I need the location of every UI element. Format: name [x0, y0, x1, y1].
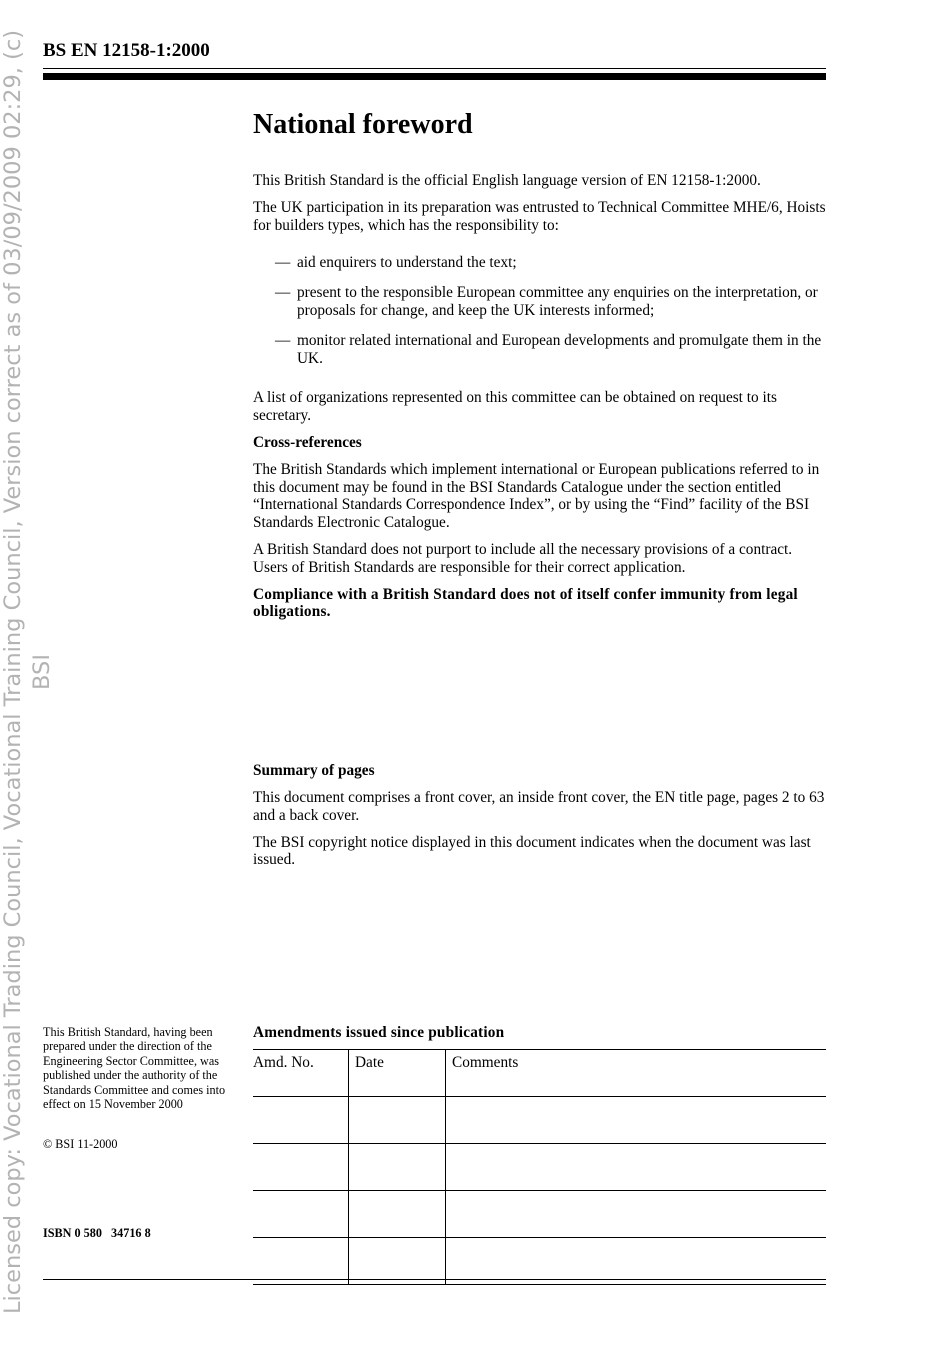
amendments-heading: Amendments issued since publication [253, 1024, 505, 1041]
paragraph-copyright-notice: The BSI copyright notice displayed in this document indicates when the document was last issued. [253, 833, 811, 869]
dash-marker: — [275, 254, 291, 272]
table-cell [349, 1191, 446, 1238]
page-title: National foreword [253, 109, 473, 140]
list-item [275, 332, 827, 367]
table-row [253, 1097, 826, 1144]
paragraph-document-comprises: This document comprises a front cover, an inside front cover, the EN title page, pages 2 to 63 and a back cover. [253, 789, 825, 824]
watermark-text: Licensed copy: Vocational Trading Council, Vocational Training Council, Version correct as of 03/09/2009 02:29, (c) BSI [0, 29, 55, 1315]
dash-marker: — [275, 284, 291, 302]
table-cell [446, 1238, 827, 1285]
list-item-text: aid enquirers to understand the text; [297, 254, 517, 272]
table-row [253, 1144, 826, 1191]
table-cell [253, 1144, 349, 1191]
table-cell [446, 1097, 827, 1144]
cross-references-heading: Cross-references [253, 433, 362, 451]
table-header-row [253, 1050, 826, 1097]
column-header-amd-no: Amd. No. [253, 1050, 349, 1097]
list-item-text: monitor related international and European developments and promulgate them in the UK. [297, 332, 822, 367]
responsibility-list [275, 254, 827, 367]
list-item [275, 284, 827, 319]
amendments-section [253, 1024, 826, 1285]
isbn-line: ISBN 0 580 34716 8 [43, 1226, 151, 1240]
paragraph-contract-provisions: A British Standard does not purport to include all the necessary provisions of a contract. Users of British Standards are responsible for their correct application. [253, 540, 793, 576]
list-item [275, 254, 827, 272]
paragraph-uk-participation: The UK participation in its preparation was entrusted to Technical Committee MHE/6, Hoists for builders types, which has the responsibility to: [253, 199, 826, 234]
table-cell [253, 1097, 349, 1144]
prepared-statement: This British Standard, having been prepared under the direction of the Engineering Sector Committee, was published under the authority of the Standards Committee and comes into effect on 15 November 2000 [43, 1025, 226, 1112]
table-cell [253, 1191, 349, 1238]
national-foreword-section [253, 108, 827, 630]
table-row [253, 1191, 826, 1238]
list-item-text: present to the responsible European committee any enquiries on the interpretation, or proposals for change, and keep the UK interests informed; [297, 284, 818, 319]
table-cell [446, 1144, 827, 1191]
table-cell [253, 1238, 349, 1285]
paragraph-cross-references: The British Standards which implement international or European publications referred to in this document may be found in the BSI Standards Catalogue under the section entitled “International Standards Correspondence Index”, or by using the “Find” facility of the BSI Standards Electronic Catalogue. [253, 461, 820, 531]
table-cell [446, 1191, 827, 1238]
table-cell [349, 1097, 446, 1144]
amendments-table [253, 1049, 826, 1285]
document-id: BS EN 12158-1:2000 [43, 40, 210, 61]
publication-sidebar [43, 1025, 238, 1240]
summary-heading: Summary of pages [253, 762, 375, 779]
paragraph-committee-list: A list of organizations represented on this committee can be obtained on request to its secretary. [253, 389, 777, 424]
summary-section [253, 762, 827, 878]
header-rule-thick [43, 73, 826, 80]
footer-rule [43, 1279, 826, 1280]
compliance-notice: Compliance with a British Standard does not of itself confer immunity from legal obligations. [253, 585, 798, 621]
column-header-comments: Comments [446, 1050, 827, 1097]
table-cell [349, 1238, 446, 1285]
dash-marker: — [275, 332, 291, 350]
paragraph-official-version: This British Standard is the official English language version of EN 12158-1:2000. [253, 172, 761, 189]
header-rule-thin [43, 68, 826, 69]
copyright-line: © BSI 11-2000 [43, 1137, 118, 1152]
table-cell [349, 1144, 446, 1191]
table-row [253, 1238, 826, 1285]
column-header-date: Date [349, 1050, 446, 1097]
